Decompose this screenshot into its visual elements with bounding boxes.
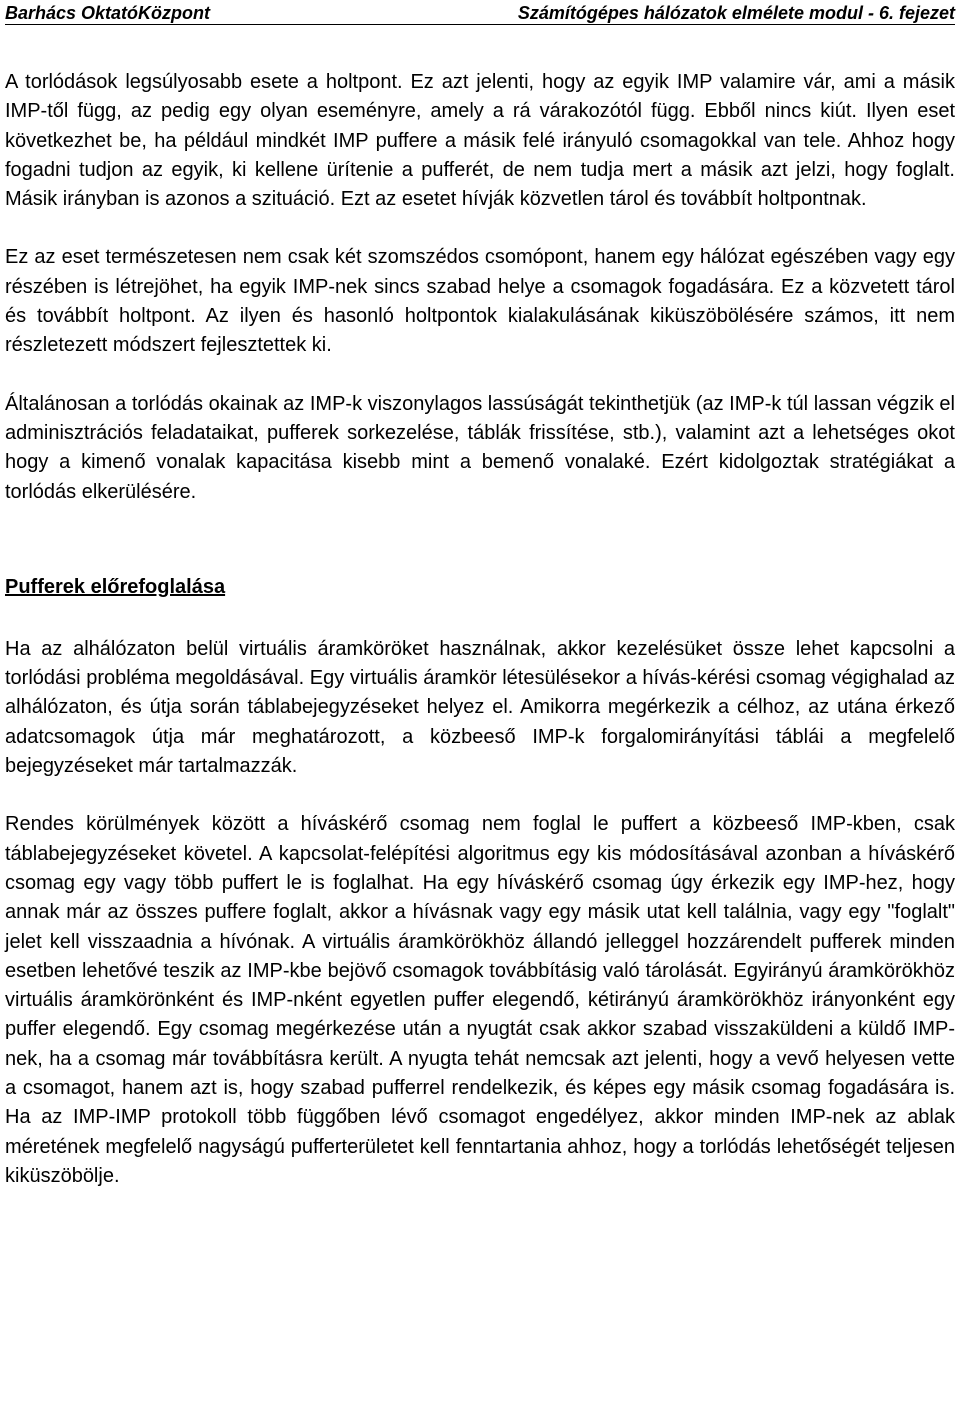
paragraph-virtual-circuits: Ha az alhálózaton belül virtuális áramköröket használnak, akkor kezelésüket össze lehet kapcsolni a torlódási probléma megoldásával. Egy virtuális áramkör létesülésekor a hívás-kérési csomag végighalad az alhálózaton, és útja során táblabejegyzéseket helyez el. Amikorra megérkezik a célhoz, az utána érkező adatcsomagok útja már meghatározott, a közbeeső IMP-k forgalomirányítási táblái a megfelelő bejegyzéseket már tartalmazzák. — [5, 637, 955, 778]
section-heading: Pufferek előrefoglalása — [5, 575, 226, 598]
header-organization: Barhács OktatóKözpont — [5, 3, 211, 23]
header-module-title: Számítógépes hálózatok elmélete modul - 6. fejezet — [517, 3, 955, 23]
paragraph-congestion-causes: Általánosan a torlódás okainak az IMP-k viszonylagos lassúságát tekinthetjük (az IMP-k túl lassan végzik el adminisztrációs feladataikat, pufferek sorkezelése, táblák frissítése, stb.), valamint azt a lehetséges okot hogy a kimenő vonalak kapacitása kisebb mint a bemenő vonalaké. Ezért kidolgoztak stratégiákat a torlódás elkerülésére. — [5, 392, 955, 503]
paragraph-buffer-reservation: Rendes körülmények között a híváskérő csomag nem foglal le puffert a közbeeső IMP-kben, csak táblabejegyzéseket követel. A kapcsolat-felépítési algoritmus egy kis módosításával azonban a híváskérő csomag egy vagy több puffert le is foglalhat. Ha egy híváskérő csomag úgy érkezik egy IMP-hez, hogy annak már az összes puffere foglalt, akkor a hívásnak vagy egy másik utat kell találnia, vagy egy "foglalt" jelet kell visszaadnia a hívónak. A virtuális áramkörökhöz állandó jelleggel hozzárendelt pufferek minden esetben lehetővé teszik az IMP-kbe bejövő csomagok továbbításig való tárolását. Egyirányú áramkörökhöz virtuális áramkörönként és IMP-nként egyetlen puffer elegendő, kétirányú áramkörökhöz irányonként egy puffer elegendő. Egy csomag megérkezése után a nyugtát csak akkor szabad visszaküldeni a küldő IMP-nek, ha a csomag már továbbításra került. A nyugta tehát nemcsak azt jelenti, hogy a vevő helyesen vette a csomagot, hanem azt is, hogy szabad pufferrel rendelkezik, és képes egy másik csomag fogadására is. Ha az IMP-IMP protokoll több függőben lévő csomagot engedélyez, akkor minden IMP-nek az ablak méretének megfelelő nagyságú pufferterületet kell fenntartania ahhoz, hogy a torlódás lehetőségét teljesen kiküszöbölje. — [5, 813, 955, 1187]
page-header — [5, 0, 955, 25]
paragraph-indirect-deadlock: Ez az eset természetesen nem csak két szomszédos csomópont, hanem egy hálózat egészében vagy egy részében is létrejöhet, ha egyik IMP-nek sincs szabad helye a csomagok fogadására. Ez a közvetett tárol és továbbít holtpont. Az ilyen és hasonló holtpontok kialakulásának kiküszöbölésére számos, itt nem részletezett módszert fejlesztettek ki. — [5, 246, 955, 357]
document-page — [5, 0, 955, 1221]
paragraph-deadlock: A torlódások legsúlyosabb esete a holtpont. Ez azt jelenti, hogy az egyik IMP valamire vár, ami a másik IMP-től függ, az pedig egy olyan eseményre, amely a rá várakozótól függ. Ebből nincs kiút. Ilyen eset következhet be, ha például mindkét IMP puffere a másik felé irányuló csomagokkal van tele. Ahhoz hogy fogadni tudjon az egyik, ki kellene ürítenie a pufferét, de nem tudja mert a másik azt jelzi, hogy foglalt. Másik irányban is azonos a szituáció. Ezt az esetet hívják közvetlen tárol és továbbít holtpontnak. — [5, 71, 955, 211]
